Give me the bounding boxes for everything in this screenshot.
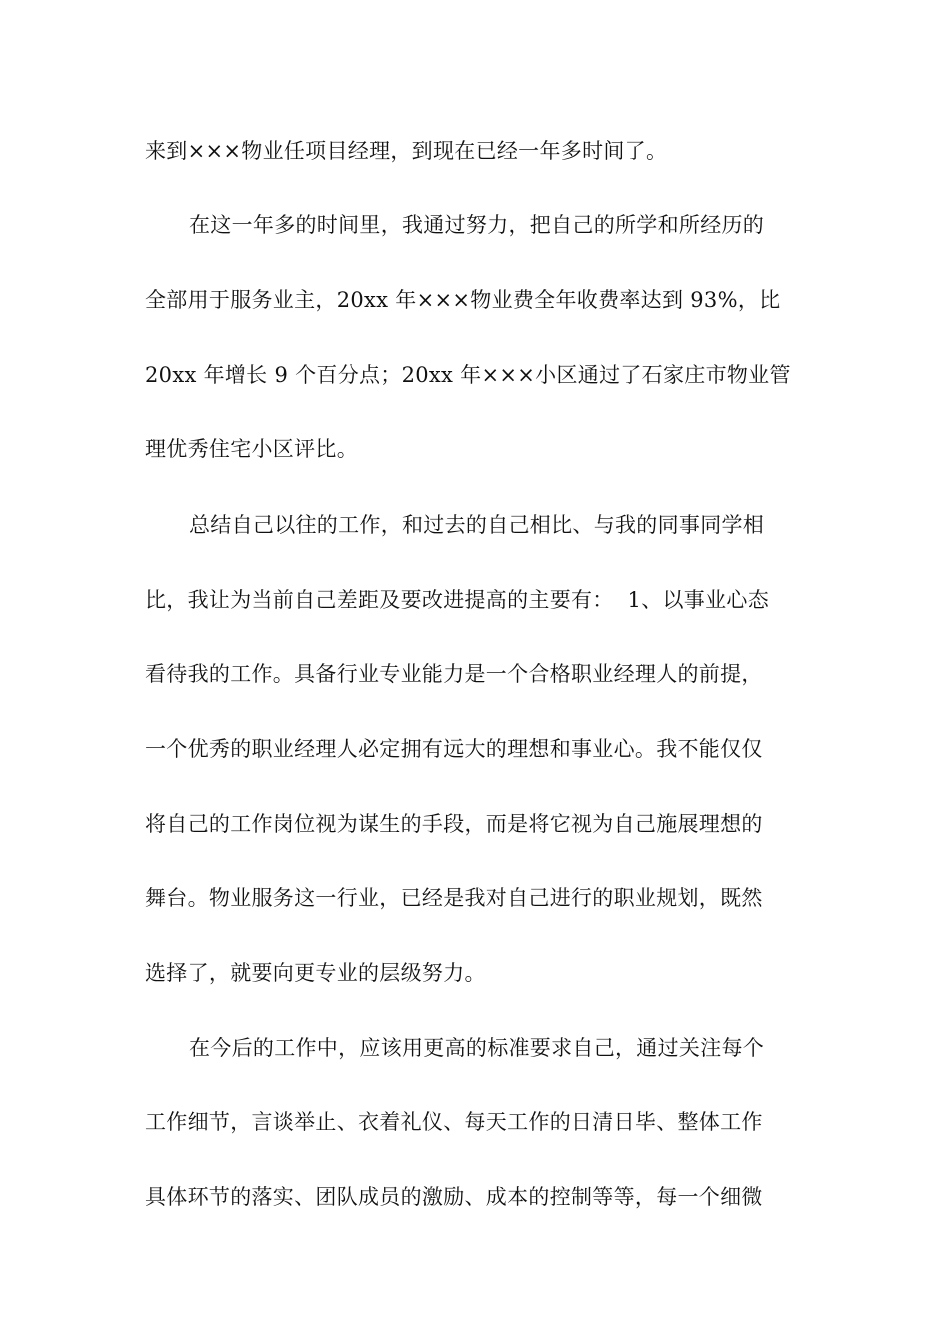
text-line: 舞台。物业服务这一行业，已经是我对自己进行的职业规划，既然: [145, 886, 763, 910]
text-line: 工作细节，言谈举止、衣着礼仪、每天工作的日清日毕、整体工作: [145, 1110, 763, 1134]
text-line: 全部用于服务业主，20xx 年×××物业费全年收费率达到 93%，比: [145, 288, 781, 312]
text-line: 比，我让为当前自己差距及要改进提高的主要有： 1、以事业心态: [145, 588, 770, 612]
paragraph-start-line: 在今后的工作中，应该用更高的标准要求自己，通过关注每个: [189, 1036, 765, 1060]
text-line: 看待我的工作。具备行业专业能力是一个合格职业经理人的前提，: [145, 662, 763, 686]
text-line: 具体环节的落实、团队成员的激励、成本的控制等等，每一个细微: [145, 1185, 763, 1209]
text-line: 理优秀住宅小区评比。: [145, 437, 358, 461]
paragraph-start-line: 总结自己以往的工作，和过去的自己相比、与我的同事同学相: [189, 513, 765, 537]
text-line: 一个优秀的职业经理人必定拥有远大的理想和事业心。我不能仅仅: [145, 737, 763, 761]
text-line: 将自己的工作岗位视为谋生的手段，而是将它视为自己施展理想的: [145, 812, 763, 836]
paragraph-start-line: 在这一年多的时间里，我通过努力，把自己的所学和所经历的: [189, 213, 765, 237]
text-line: 来到×××物业任项目经理，到现在已经一年多时间了。: [145, 139, 668, 163]
text-line: 选择了，就要向更专业的层级努力。: [145, 961, 486, 985]
text-line: 20xx 年增长 9 个百分点；20xx 年×××小区通过了石家庄市物业管: [145, 363, 791, 387]
